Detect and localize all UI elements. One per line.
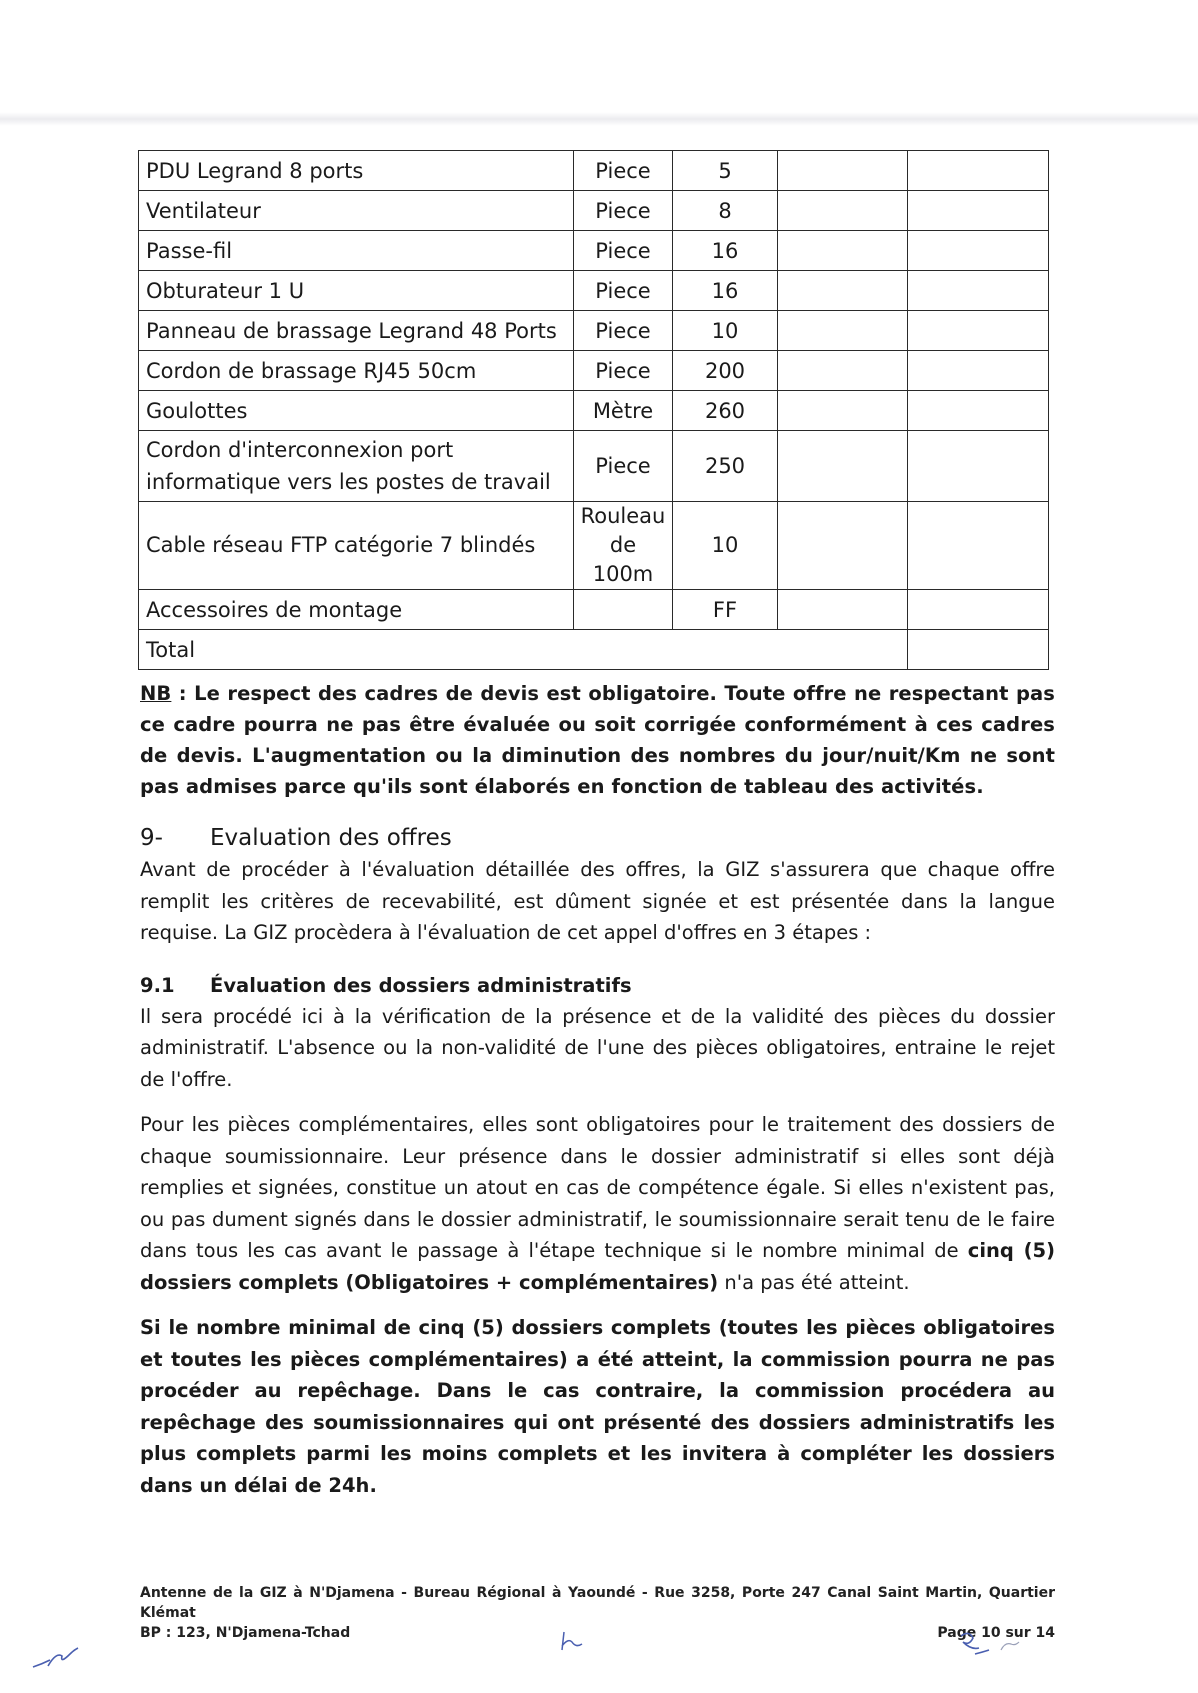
section-heading (140, 822, 1055, 854)
unit-price-cell (778, 590, 908, 630)
page-number: Page 10 sur 14 (937, 1625, 1055, 1641)
section-title: Evaluation des offres (210, 825, 452, 851)
designation-cell: Cable réseau FTP catégorie 7 blindés (139, 502, 574, 590)
quote-table (138, 150, 1049, 670)
paragraph-emphasis: cinq (5) dossiers complets (Obligatoires + complémentaires) (140, 1239, 1055, 1294)
total-gap-cell (778, 630, 908, 670)
quantity-cell: 250 (673, 431, 778, 502)
paragraph-bold: Si le nombre minimal de cinq (5) dossiers complets (toutes les pièces obligatoires et toutes les pièces complémentaires) a été atteint, la commission pourra ne pas procéder au repêchage. Dans le cas contraire, la commission procédera au repêchage des soumissionnaires qui ont présenté des dossiers administratifs les plus complets parmi les moins complets et les invitera à compléter les dossiers dans un délai de 24h. (140, 1316, 1055, 1497)
total-price-cell (908, 391, 1049, 431)
unit-price-cell (778, 391, 908, 431)
designation-cell: Panneau de brassage Legrand 48 Ports (139, 311, 574, 351)
subsection-heading (140, 971, 1055, 1001)
total-price-cell (908, 151, 1049, 191)
subsection-title: Évaluation des dossiers administratifs (210, 973, 632, 997)
unit-cell: Piece (574, 431, 673, 502)
unit-line: Rouleau (580, 504, 666, 528)
unit-price-cell (778, 151, 908, 191)
table-row (139, 151, 1049, 191)
nb-text: : Le respect des cadres de devis est obligatoire. Toute offre ne respectant pas ce cadre pourra ne pas être évaluée ou soit corrigée conformément à ces cadres de devis. L'augmentation ou la diminution des nombres du jour/nuit/Km ne sont pas admises parce qu'ils sont élaborés en fonction de tableau des activités. (140, 682, 1055, 798)
paragraph (140, 1109, 1055, 1298)
total-price-cell (908, 271, 1049, 311)
table-row (139, 391, 1049, 431)
designation-line: informatique vers les postes de travail (146, 470, 551, 494)
total-price-cell (908, 590, 1049, 630)
page-content (140, 150, 1055, 1501)
quantity-cell: 10 (673, 502, 778, 590)
total-price-cell (908, 502, 1049, 590)
unit-cell: Piece (574, 351, 673, 391)
designation-cell: Goulottes (139, 391, 574, 431)
unit-price-cell (778, 351, 908, 391)
table-row (139, 271, 1049, 311)
designation-cell: Passe-fil (139, 231, 574, 271)
quantity-cell: 5 (673, 151, 778, 191)
quantity-cell: 8 (673, 191, 778, 231)
designation-cell: Accessoires de montage (139, 590, 574, 630)
table-row (139, 231, 1049, 271)
unit-price-cell (778, 311, 908, 351)
quantity-cell: FF (673, 590, 778, 630)
total-price-cell (908, 431, 1049, 502)
designation-cell: Obturateur 1 U (139, 271, 574, 311)
unit-cell: Piece (574, 191, 673, 231)
total-row (139, 630, 1049, 670)
footer-postal: BP : 123, N'Djamena-Tchad (140, 1625, 351, 1641)
designation-cell: Cordon de brassage RJ45 50cm (139, 351, 574, 391)
total-price-cell (908, 231, 1049, 271)
quantity-cell: 200 (673, 351, 778, 391)
paragraph-text: Pour les pièces complémentaires, elles sont obligatoires pour le traitement des dossiers de chaque soumissionnaire. Leur présence dans le dossier administratif si elles sont déjà remplies et signées, constitue un atout en cas de compétence égale. Si elles n'existent pas, ou pas dument signés dans le dossier administratif, le soumissionnaire serait tenu de le faire dans tous les cas avant le passage à l'étape technique si le nombre minimal de (140, 1113, 1055, 1262)
section-intro: Avant de procéder à l'évaluation détaillée des offres, la GIZ s'assurera que chaque offre remplit les critères de recevabilité, est dûment signée et est présentée dans la langue requise. La GIZ procèdera à l'évaluation de cet appel d'offres en 3 étapes : (140, 858, 1055, 944)
unit-price-cell (778, 431, 908, 502)
table-row (139, 590, 1049, 630)
designation-line: Cordon d'interconnexion port (146, 438, 454, 462)
grand-total-cell (908, 630, 1049, 670)
unit-price-cell (778, 502, 908, 590)
unit-cell: Piece (574, 311, 673, 351)
unit-cell (574, 590, 673, 630)
total-price-cell (908, 351, 1049, 391)
paragraph: Il sera procédé ici à la vérification de la présence et de la validité des pièces du dossier administratif. L'absence ou la non-validité de l'une des pièces obligatoires, entraine le rejet de l'offre. (140, 1004, 1055, 1091)
unit-price-cell (778, 271, 908, 311)
designation-cell: Ventilateur (139, 191, 574, 231)
designation-cell (139, 431, 574, 502)
unit-line: de 100m (592, 533, 654, 586)
table-row (139, 431, 1049, 502)
footer-line (140, 1623, 1055, 1643)
quantity-cell: 10 (673, 311, 778, 351)
table-row (139, 191, 1049, 231)
initials-mark-right (955, 1628, 1035, 1662)
table-row (139, 351, 1049, 391)
unit-cell: Piece (574, 151, 673, 191)
table-row (139, 311, 1049, 351)
nb-note (140, 678, 1055, 802)
quantity-cell: 16 (673, 231, 778, 271)
table-row (139, 502, 1049, 590)
unit-price-cell (778, 231, 908, 271)
unit-cell: Mètre (574, 391, 673, 431)
paragraph-text: n'a pas été atteint. (718, 1270, 910, 1294)
total-price-cell (908, 311, 1049, 351)
quantity-cell: 260 (673, 391, 778, 431)
unit-cell (574, 502, 673, 590)
section-number: 9- (140, 825, 163, 851)
unit-cell: Piece (574, 231, 673, 271)
unit-price-cell (778, 191, 908, 231)
initials-mark-left (30, 1642, 90, 1672)
total-label: Total (139, 630, 778, 670)
initials-mark-center (556, 1628, 590, 1656)
total-price-cell (908, 191, 1049, 231)
designation-cell: PDU Legrand 8 ports (139, 151, 574, 191)
unit-cell: Piece (574, 271, 673, 311)
quantity-cell: 16 (673, 271, 778, 311)
subsection-number: 9.1 (140, 973, 175, 997)
scan-streak (0, 112, 1198, 126)
nb-key: NB (140, 682, 172, 705)
page-footer (140, 1583, 1055, 1643)
footer-address: Antenne de la GIZ à N'Djamena - Bureau Régional à Yaoundé - Rue 3258, Porte 247 Canal Saint Martin, Quartier Klémat (140, 1585, 1055, 1621)
